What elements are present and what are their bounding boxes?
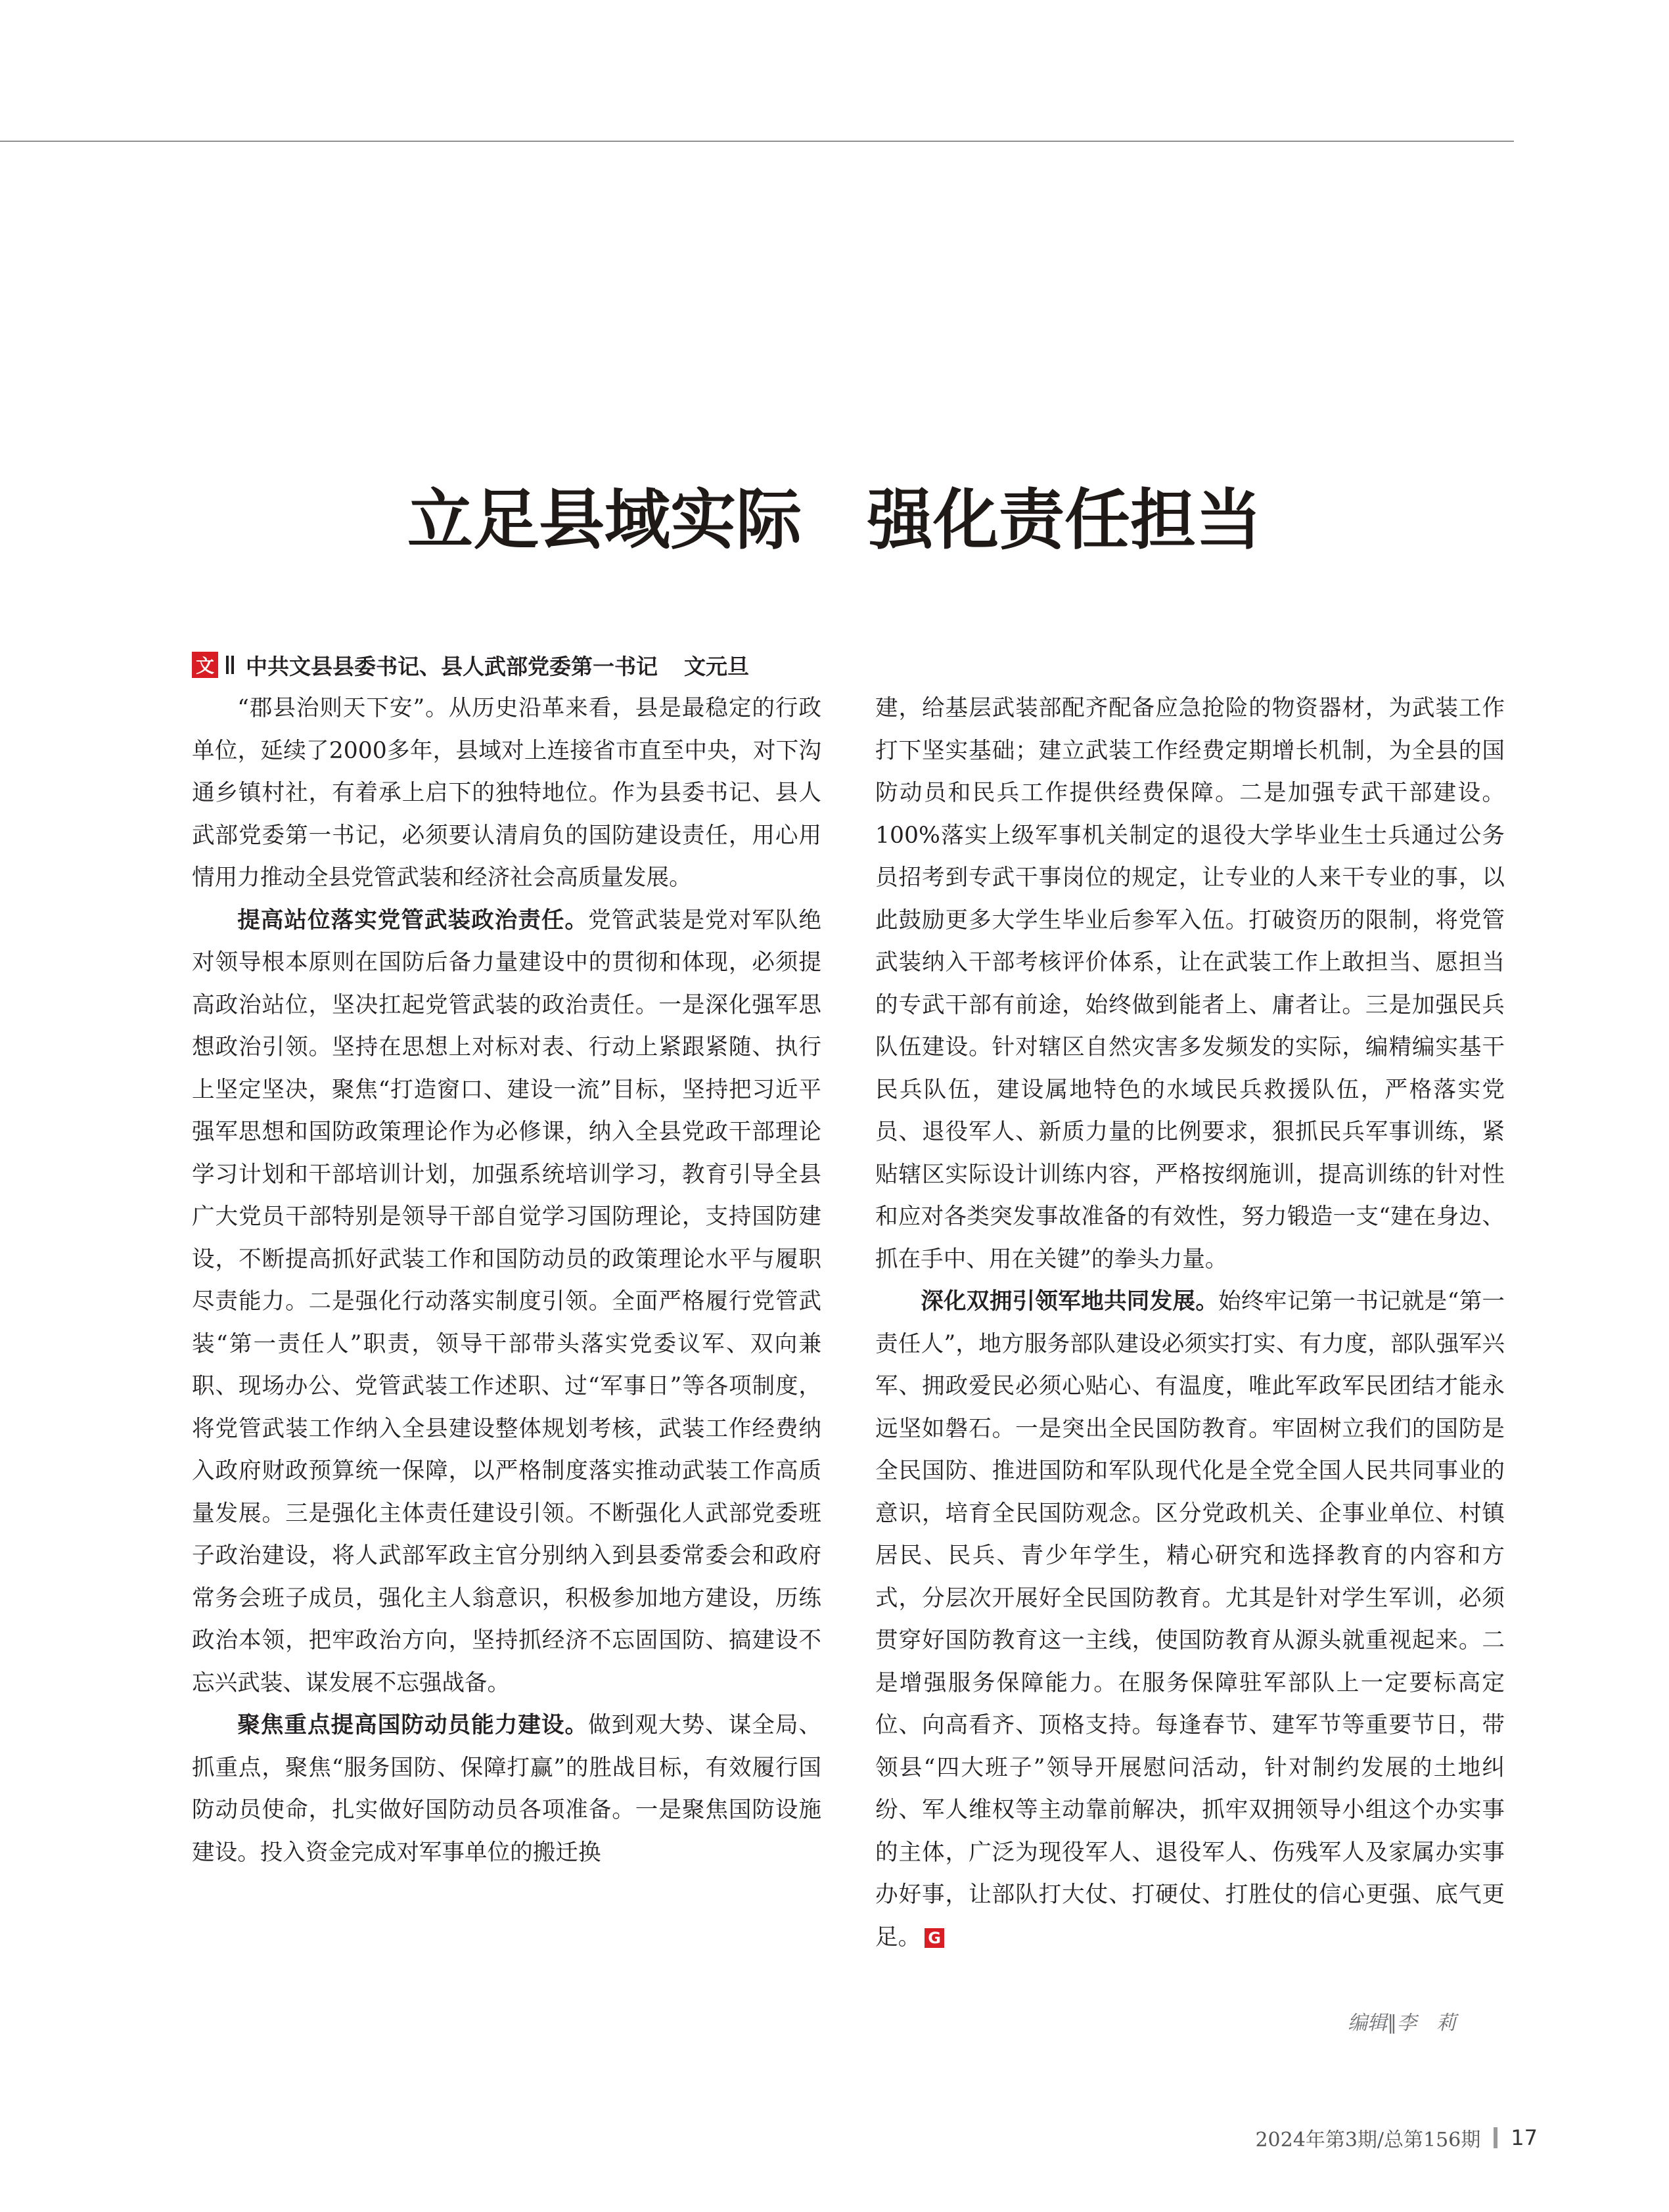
section-3-paragraph	[875, 1280, 1505, 1958]
footer-divider	[1494, 2127, 1498, 2148]
end-mark-icon: G	[925, 1928, 944, 1948]
byline	[192, 650, 749, 679]
page-number: 17	[1511, 2125, 1538, 2150]
intro-paragraph: “郡县治则天下安”。从历史沿革来看，县是最稳定的行政单位，延续了2000多年，县域对上连接省市直至中央，对下沟通乡镇村社，有着承上启下的独特地位。作为县委书记、县人武部党委第一书记，必须要认清肩负的国防建设责任，用心用情用力推动全县党管武装和经济社会高质量发展。	[192, 695, 821, 891]
page-footer	[1255, 2123, 1538, 2152]
section-2-paragraph	[192, 1704, 821, 1874]
author-title: 中共文县县委书记、县人武部党委第一书记	[246, 653, 658, 679]
section-3-heading: 深化双拥引领军地共同发展。	[921, 1288, 1219, 1315]
column-left	[192, 687, 821, 1874]
section-2-heading: 聚焦重点提高国防动员能力建设。	[237, 1712, 589, 1738]
section-1-text: 党管武装是党对军队绝对领导根本原则在国防后备力量建设中的贯彻和体现，必须提高政治站位，坚决扛起党管武装的政治责任。一是深化强军思想政治引领。坚持在思想上对标对表、行动上紧跟紧随、执行上坚定坚决，聚焦“打造窗口、建设一流”目标，坚持把习近平强军思想和国防政策理论作为必修课，纳入全县党政干部理论学习计划和干部培训计划，加强系统培训学习，教育引导全县广大党员干部特别是领导干部自觉学习国防理论，支持国防建设，不断提高抓好武装工作和国防动员的政策理论水平与履职尽责能力。二是强化行动落实制度引领。全面严格履行党管武装“第一责任人”职责，领导干部带头落实党委议军、双向兼职、现场办公、党管武装工作述职、过“军事日”等各项制度，将党管武装工作纳入全县建设整体规划考核，武装工作经费纳入政府财政预算统一保障，以严格制度落实推动武装工作高质量发展。三是强化主体责任建设引领。不断强化人武部党委班子政治建设，将人武部军政主官分别纳入到县委常委会和政府常务会班子成员，强化主人翁意识，积极参加地方建设，历练政治本领，把牢政治方向，坚持抓经济不忘固国防、搞建设不忘兴武装、谋发展不忘强战备。	[192, 907, 822, 1696]
top-rule	[0, 141, 1514, 142]
section-2-continuation: 建，给基层武装部配齐配备应急抢险的物资器材，为武装工作打下坚实基础；建立武装工作经费定期增长机制，为全县的国防动员和民兵工作提供经费保障。二是加强专武干部建设。100%落实上级军事机关制定的退役大学毕业生士兵通过公务员招考到专武干事岗位的规定，让专业的人来干专业的事，以此鼓励更多大学生毕业后参军入伍。打破资历的限制，将党管武装纳入干部考核评价体系，让在武装工作上敢担当、愿担当的专武干部有前途，始终做到能者上、庸者让。三是加强民兵队伍建设。针对辖区自然灾害多发频发的实际，编精编实基干民兵队伍，建设属地特色的水域民兵救援队伍，严格落实党员、退役军人、新质力量的比例要求，狠抓民兵军事训练，紧贴辖区实际设计训练内容，严格按纲施训，提高训练的针对性和应对各类突发事故准备的有效性，努力锻造一支“建在身边、抓在手中、用在关键”的拳头力量。	[875, 695, 1505, 1273]
author-badge: 文	[192, 652, 218, 678]
double-bar-icon	[226, 656, 234, 674]
article-title: 立足县域实际 强化责任担当	[407, 482, 1262, 558]
section-3-text: 始终牢记第一书记就是“第一责任人”，地方服务部队建设必须实打实、有力度，部队强军兴军、拥政爱民必须心贴心、有温度，唯此军政军民团结才能永远坚如磐石。一是突出全民国防教育。牢固树立我们的国防是全民国防、推进国防和军队现代化是全党全国人民共同事业的意识，培育全民国防观念。区分党政机关、企事业单位、村镇居民、民兵、青少年学生，精心研究和选择教育的内容和方式，分层次开展好全民国防教育。尤其是针对学生军训，必须贯穿好国防教育这一主线，使国防教育从源头就重视起来。二是增强服务保障能力。在服务保障驻军部队上一定要标高定位、向高看齐、顶格支持。每逢春节、建军节等重要节日，带领县“四大班子”领导开展慰问活动，针对制约发展的土地纠纷、军人维权等主动靠前解决，抓牢双拥领导小组这个办实事的主体，广泛为现役军人、退役军人、伤残军人及家属办实事办好事，让部队打大仗、打硬仗、打胜仗的信心更强、底气更足。	[875, 1288, 1505, 1951]
section-1-paragraph	[192, 899, 821, 1705]
issue-info: 2024年第3期/总第156期	[1255, 2129, 1481, 2152]
section-2-text-a: 做到观大势、谋全局、抓重点，聚焦“服务国防、保障打赢”的胜战目标，有效履行国防动员使命，扎实做好国防动员各项准备。一是聚焦国防设施建设。投入资金完成对军事单位的搬迁换	[192, 1712, 822, 1866]
section-1-heading: 提高站位落实党管武装政治责任。	[237, 907, 589, 934]
editor-credit: 编辑∥李 莉	[1348, 2012, 1456, 2035]
author-name: 文元旦	[684, 653, 749, 679]
column-right	[875, 687, 1505, 1958]
